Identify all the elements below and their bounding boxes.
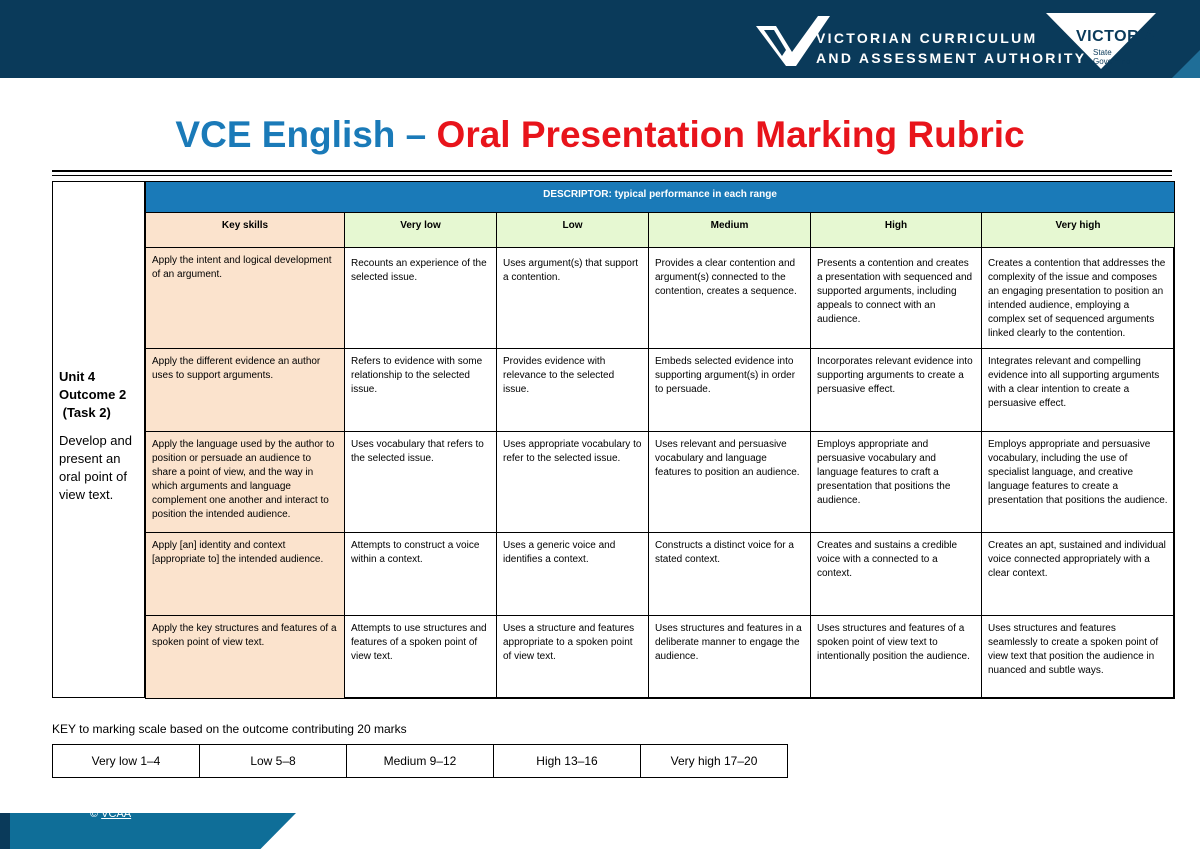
header-stripe bbox=[1172, 50, 1200, 78]
rubric-cell: Integrates relevant and compelling evidence into all supporting arguments with a clear intention to create a persuasive effect. bbox=[982, 349, 1175, 432]
victoria-subtitle bbox=[1093, 48, 1137, 66]
rubric-cell: Employs appropriate and persuasive vocabulary, including the use of specialist language, and creative language features to create a presentation that positions the audience. bbox=[982, 432, 1175, 533]
skill-cell: Apply the intent and logical development of an argument. bbox=[146, 248, 345, 349]
table-row bbox=[146, 533, 1175, 616]
rubric-cell: Incorporates relevant evidence into supporting arguments to create a persuasive effect. bbox=[811, 349, 982, 432]
rubric-cell: Uses structures and features seamlessly to create a spoken point of view text that position the audience in nuanced and subtle ways. bbox=[982, 616, 1175, 699]
rubric-cell: Employs appropriate and persuasive vocabulary and language features to craft a presentation that positions the audience. bbox=[811, 432, 982, 533]
descriptor-row bbox=[146, 182, 1175, 213]
title-part2: Oral Presentation Marking Rubric bbox=[436, 114, 1025, 155]
vcaa-line2: AND ASSESSMENT AUTHORITY bbox=[816, 50, 1087, 66]
skill-cell: Apply the key structures and features of a spoken point of view text. bbox=[146, 616, 345, 699]
rubric-cell: Uses structures and features of a spoken point of view text to intentionally position the audience. bbox=[811, 616, 982, 699]
rubric-cell: Uses vocabulary that refers to the selected issue. bbox=[345, 432, 497, 533]
rubric-cell: Uses relevant and persuasive vocabulary and language features to position an audience. bbox=[649, 432, 811, 533]
unit-line3: (Task 2) bbox=[59, 405, 111, 420]
table-row bbox=[146, 248, 1175, 349]
rubric-cell: Attempts to use structures and features of a spoken point of view text. bbox=[345, 616, 497, 699]
rubric-cell: Provides a clear contention and argument(s) connected to the contention, creates a sequence. bbox=[649, 248, 811, 349]
rubric-cell: Embeds selected evidence into supporting argument(s) in order to persuade. bbox=[649, 349, 811, 432]
header-medium: Medium bbox=[649, 213, 811, 248]
rubric-cell: Recounts an experience of the selected issue. bbox=[345, 248, 497, 349]
header-very-high: Very high bbox=[982, 213, 1175, 248]
victoria-wordmark: VICTORIA bbox=[1076, 28, 1157, 45]
skill-cell: Apply [an] identity and context [appropriate to] the intended audience. bbox=[146, 533, 345, 616]
rubric-cell: Creates an apt, sustained and individual voice connected appropriately with a clear context. bbox=[982, 533, 1175, 616]
skill-cell: Apply the different evidence an author uses to support arguments. bbox=[146, 349, 345, 432]
rubric-cell: Constructs a distinct voice for a stated context. bbox=[649, 533, 811, 616]
rubric-cell: Uses a generic voice and identifies a context. bbox=[497, 533, 649, 616]
key-low: Low 5–8 bbox=[200, 745, 347, 778]
victoria-sub2: Government bbox=[1093, 57, 1138, 66]
footer-dark-strip bbox=[0, 813, 10, 849]
rubric-cell: Uses a structure and features appropriate to a spoken point of view text. bbox=[497, 616, 649, 699]
table-row bbox=[146, 616, 1175, 699]
key-label: KEY to marking scale based on the outcome contributing 20 marks bbox=[52, 722, 407, 736]
vcaa-line1: VICTORIAN CURRICULUM bbox=[816, 30, 1038, 46]
key-very-low: Very low 1–4 bbox=[53, 745, 200, 778]
title-part1: VCE English – bbox=[175, 114, 437, 155]
header-very-low: Very low bbox=[345, 213, 497, 248]
descriptor-cell: DESCRIPTOR: typical performance in each range bbox=[146, 182, 1175, 213]
key-medium: Medium 9–12 bbox=[347, 745, 494, 778]
rubric-cell: Uses appropriate vocabulary to refer to the selected issue. bbox=[497, 432, 649, 533]
unit-description: Develop and present an oral point of view text. bbox=[59, 433, 132, 502]
header-high: High bbox=[811, 213, 982, 248]
rubric-cell: Presents a contention and creates a presentation with sequenced and supported arguments, including appeals to connect with an audience. bbox=[811, 248, 982, 349]
footer-band bbox=[0, 813, 296, 849]
header-key-skills: Key skills bbox=[146, 213, 345, 248]
copyright-symbol: © bbox=[90, 808, 102, 820]
level-header-row bbox=[146, 213, 1175, 248]
rubric-cell: Refers to evidence with some relationship to the selected issue. bbox=[345, 349, 497, 432]
rubric-cell: Provides evidence with relevance to the selected issue. bbox=[497, 349, 649, 432]
key-high: High 13–16 bbox=[494, 745, 641, 778]
unit-line2: Outcome 2 bbox=[59, 387, 127, 402]
key-very-high: Very high 17–20 bbox=[641, 745, 788, 778]
rubric-cell: Creates and sustains a credible voice with a connected to a context. bbox=[811, 533, 982, 616]
skill-cell: Apply the language used by the author to position or persuade an audience to share a point of view, and the way in which arguments and language complement one another and interact to position the intended audience. bbox=[146, 432, 345, 533]
header-low: Low bbox=[497, 213, 649, 248]
rubric-cell: Uses argument(s) that support a contention. bbox=[497, 248, 649, 349]
title-rule-bottom bbox=[52, 175, 1172, 176]
table-row bbox=[146, 349, 1175, 432]
rubric-cell: Creates a contention that addresses the complexity of the issue and composes an engaging presentation to position an intended audience, employing a complex set of sequenced arguments linked clearly to the contention. bbox=[982, 248, 1175, 349]
unit-title bbox=[59, 368, 126, 422]
table-row bbox=[146, 432, 1175, 533]
rubric-table bbox=[145, 181, 1175, 699]
unit-line1: Unit 4 bbox=[59, 369, 96, 384]
vcaa-link[interactable]: VCAA bbox=[101, 808, 132, 820]
copyright bbox=[90, 808, 131, 820]
key-row bbox=[53, 745, 788, 778]
rubric-cell: Attempts to construct a voice within a context. bbox=[345, 533, 497, 616]
page-title bbox=[0, 114, 1200, 156]
marking-key-table bbox=[52, 744, 788, 778]
rubric-cell: Uses structures and features in a deliberate manner to engage the audience. bbox=[649, 616, 811, 699]
victoria-sub1: State bbox=[1093, 48, 1112, 57]
title-rule-top bbox=[52, 170, 1172, 172]
